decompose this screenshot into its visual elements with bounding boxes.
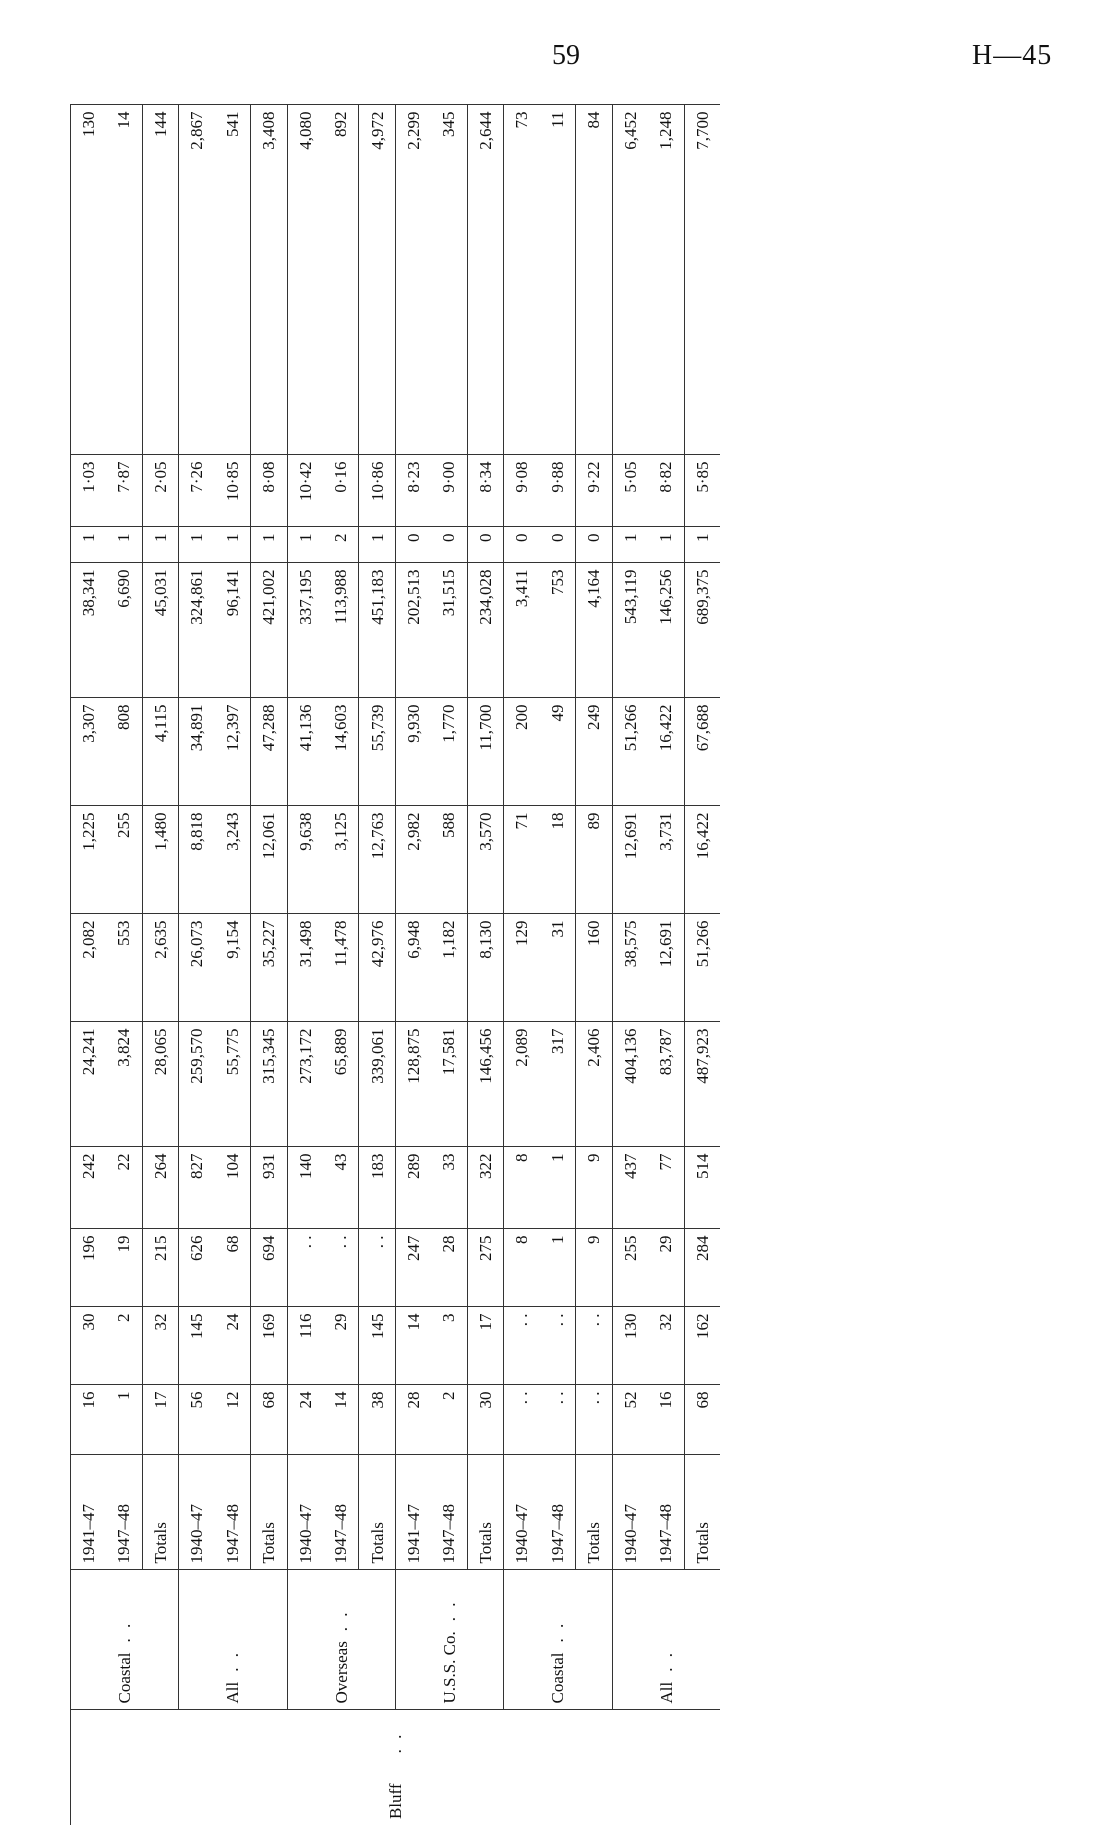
value-cell-c10a: 1 [287, 527, 323, 563]
value-cell-c4: 22 [106, 1147, 142, 1229]
value-cell-c2: 2 [106, 1307, 142, 1385]
value-cell-c5: 146,456 [467, 1022, 504, 1147]
value-cell-c11: 1,248 [648, 105, 684, 455]
value-cell-c6: 31 [540, 914, 576, 1022]
value-cell-c3: 8 [504, 1229, 540, 1307]
value-cell-c2: 169 [251, 1307, 288, 1385]
value-cell-c1: 17 [142, 1385, 179, 1455]
value-cell-c2: 17 [467, 1307, 504, 1385]
zone-cell [287, 1570, 395, 1710]
value-cell-c2: 14 [396, 1307, 432, 1385]
zone-cell [612, 1570, 720, 1710]
value-cell-c4: 77 [648, 1147, 684, 1229]
value-cell-c6: 1,182 [431, 914, 467, 1022]
value-cell-c5: 339,061 [359, 1022, 396, 1147]
value-cell-c9: 543,119 [612, 563, 648, 698]
totals-row [684, 105, 720, 1825]
value-cell-c4: 322 [467, 1147, 504, 1229]
value-cell-c9: 38,341 [71, 563, 107, 698]
table-row [396, 105, 432, 1825]
value-cell-c8: 11,700 [467, 698, 504, 806]
value-cell-c6: 11,478 [323, 914, 359, 1022]
value-cell-c10a: 1 [71, 527, 107, 563]
value-cell-c7: 12,061 [251, 806, 288, 914]
value-cell-c6: 38,575 [612, 914, 648, 1022]
table-row [648, 105, 684, 1825]
table-row [323, 105, 359, 1825]
value-cell-c4: 9 [576, 1147, 613, 1229]
value-cell-c4: 43 [323, 1147, 359, 1229]
value-cell-c5: 24,241 [71, 1022, 107, 1147]
area-leader-dots: . . [385, 1731, 405, 1754]
value-cell-c2: . . [576, 1307, 613, 1385]
value-cell-c10a: 1 [251, 527, 288, 563]
value-cell-c5: 2,406 [576, 1022, 613, 1147]
value-cell-c10b: 7·26 [179, 455, 215, 527]
value-cell-c2: 24 [215, 1307, 251, 1385]
value-cell-c8: 49 [540, 698, 576, 806]
value-cell-c8: 808 [106, 698, 142, 806]
value-cell-c9: 3,411 [504, 563, 540, 698]
value-cell-c6: 6,948 [396, 914, 432, 1022]
value-cell-c1: 12 [215, 1385, 251, 1455]
value-cell-c1: 30 [467, 1385, 504, 1455]
value-cell-c10a: 1 [142, 527, 179, 563]
value-cell-c10a: 1 [359, 527, 396, 563]
value-cell-c10b: 7·87 [106, 455, 142, 527]
zone-leader-dots: . . [656, 1650, 676, 1672]
value-cell-c6: 42,976 [359, 914, 396, 1022]
value-cell-c11: 2,299 [396, 105, 432, 455]
value-cell-c5: 404,136 [612, 1022, 648, 1147]
value-cell-c9: 4,164 [576, 563, 613, 698]
value-cell-c5: 3,824 [106, 1022, 142, 1147]
value-cell-c6: 2,082 [71, 914, 107, 1022]
value-cell-c5: 315,345 [251, 1022, 288, 1147]
value-cell-c11: 144 [142, 105, 179, 455]
season-cell: 1941–47 [71, 1455, 107, 1570]
value-cell-c10a: 1 [179, 527, 215, 563]
value-cell-c11: 6,452 [612, 105, 648, 455]
value-cell-c10a: 0 [540, 527, 576, 563]
value-cell-c1: 24 [287, 1385, 323, 1455]
zone-label: All [223, 1681, 243, 1704]
totals-label: Totals [142, 1455, 179, 1570]
value-cell-c2: 145 [359, 1307, 396, 1385]
value-cell-c7: 3,125 [323, 806, 359, 914]
value-cell-c10a: 1 [612, 527, 648, 563]
totals-row [251, 105, 288, 1825]
value-cell-c11: 7,700 [684, 105, 720, 455]
zone-cell [396, 1570, 504, 1710]
value-cell-c10b: 9·88 [540, 455, 576, 527]
table-row [71, 105, 107, 1825]
season-cell: 1947–48 [106, 1455, 142, 1570]
value-cell-c5: 83,787 [648, 1022, 684, 1147]
value-cell-c10b: 5·85 [684, 455, 720, 527]
value-cell-c10b: 8·82 [648, 455, 684, 527]
value-cell-c1: 1 [106, 1385, 142, 1455]
value-cell-c11: 73 [504, 105, 540, 455]
zone-cell [71, 1570, 179, 1710]
value-cell-c3: . . [359, 1229, 396, 1307]
value-cell-c10b: 10·86 [359, 455, 396, 527]
value-cell-c3: 275 [467, 1229, 504, 1307]
value-cell-c9: 113,988 [323, 563, 359, 698]
value-cell-c10a: 1 [684, 527, 720, 563]
value-cell-c9: 421,002 [251, 563, 288, 698]
season-cell: 1940–47 [287, 1455, 323, 1570]
value-cell-c7: 2,982 [396, 806, 432, 914]
value-cell-c6: 8,130 [467, 914, 504, 1022]
value-cell-c7: 12,691 [612, 806, 648, 914]
value-cell-c6: 2,635 [142, 914, 179, 1022]
totals-label: Totals [359, 1455, 396, 1570]
value-cell-c4: 33 [431, 1147, 467, 1229]
value-cell-c7: 255 [106, 806, 142, 914]
value-cell-c9: 202,513 [396, 563, 432, 698]
value-cell-c1: 16 [648, 1385, 684, 1455]
value-cell-c5: 317 [540, 1022, 576, 1147]
zone-leader-dots: . . [439, 1599, 459, 1622]
value-cell-c3: 28 [431, 1229, 467, 1307]
value-cell-c11: 14 [106, 105, 142, 455]
table-row [540, 105, 576, 1825]
value-cell-c5: 17,581 [431, 1022, 467, 1147]
value-cell-c4: 140 [287, 1147, 323, 1229]
zone-label: Coastal [114, 1652, 134, 1704]
value-cell-c2: 130 [612, 1307, 648, 1385]
value-cell-c10a: 0 [396, 527, 432, 563]
value-cell-c7: 12,763 [359, 806, 396, 914]
value-cell-c8: 47,288 [251, 698, 288, 806]
value-cell-c4: 514 [684, 1147, 720, 1229]
zone-leader-dots: . . [331, 1609, 351, 1632]
value-cell-c8: 67,688 [684, 698, 720, 806]
value-cell-c8: 9,930 [396, 698, 432, 806]
value-cell-c4: 183 [359, 1147, 396, 1229]
value-cell-c8: 12,397 [215, 698, 251, 806]
value-cell-c1: 14 [323, 1385, 359, 1455]
value-cell-c8: 4,115 [142, 698, 179, 806]
value-cell-c3: 284 [684, 1229, 720, 1307]
value-cell-c10b: 9·08 [504, 455, 540, 527]
value-cell-c4: 104 [215, 1147, 251, 1229]
table-row [431, 105, 467, 1825]
value-cell-c7: 16,422 [684, 806, 720, 914]
value-cell-c3: 255 [612, 1229, 648, 1307]
value-cell-c10a: 1 [215, 527, 251, 563]
value-cell-c8: 55,739 [359, 698, 396, 806]
table-row [504, 105, 540, 1825]
value-cell-c6: 12,691 [648, 914, 684, 1022]
table-row [106, 105, 142, 1825]
value-cell-c10b: 1·03 [71, 455, 107, 527]
zone-label: All [656, 1681, 676, 1704]
value-cell-c3: . . [323, 1229, 359, 1307]
value-cell-c11: 345 [431, 105, 467, 455]
value-cell-c5: 28,065 [142, 1022, 179, 1147]
value-cell-c4: 264 [142, 1147, 179, 1229]
value-cell-c7: 18 [540, 806, 576, 914]
table-row [287, 105, 323, 1825]
value-cell-c3: 29 [648, 1229, 684, 1307]
value-cell-c1: 38 [359, 1385, 396, 1455]
value-cell-c3: . . [287, 1229, 323, 1307]
value-cell-c8: 200 [504, 698, 540, 806]
value-cell-c8: 1,770 [431, 698, 467, 806]
value-cell-c2: 116 [287, 1307, 323, 1385]
season-cell: 1947–48 [540, 1455, 576, 1570]
season-cell: 1947–48 [431, 1455, 467, 1570]
value-cell-c2: 3 [431, 1307, 467, 1385]
value-cell-c3: 1 [540, 1229, 576, 1307]
value-cell-c4: 242 [71, 1147, 107, 1229]
value-cell-c8: 16,422 [648, 698, 684, 806]
value-cell-c6: 26,073 [179, 914, 215, 1022]
document-code: H—45 [972, 40, 1053, 71]
value-cell-c10b: 8·34 [467, 455, 504, 527]
value-cell-c1: 2 [431, 1385, 467, 1455]
value-cell-c9: 337,195 [287, 563, 323, 698]
season-cell: 1947–48 [648, 1455, 684, 1570]
value-cell-c11: 2,644 [467, 105, 504, 455]
value-cell-c5: 2,089 [504, 1022, 540, 1147]
value-cell-c7: 588 [431, 806, 467, 914]
value-cell-c6: 160 [576, 914, 613, 1022]
value-cell-c10b: 0·16 [323, 455, 359, 527]
value-cell-c5: 128,875 [396, 1022, 432, 1147]
season-cell: 1947–48 [323, 1455, 359, 1570]
page-number: 59 [552, 40, 580, 71]
value-cell-c2: 145 [179, 1307, 215, 1385]
zone-leader-dots: . . [114, 1620, 134, 1643]
value-cell-c10b: 8·08 [251, 455, 288, 527]
value-cell-c6: 31,498 [287, 914, 323, 1022]
value-cell-c3: 215 [142, 1229, 179, 1307]
value-cell-c1: . . [540, 1385, 576, 1455]
value-cell-c3: 626 [179, 1229, 215, 1307]
value-cell-c10b: 2·05 [142, 455, 179, 527]
value-cell-c8: 34,891 [179, 698, 215, 806]
value-cell-c9: 31,515 [431, 563, 467, 698]
value-cell-c9: 753 [540, 563, 576, 698]
value-cell-c1: . . [504, 1385, 540, 1455]
value-cell-c11: 130 [71, 105, 107, 455]
totals-row [467, 105, 504, 1825]
value-cell-c2: 29 [323, 1307, 359, 1385]
table-body [71, 105, 721, 1825]
rotated-statistics-table [70, 105, 720, 1825]
value-cell-c5: 65,889 [323, 1022, 359, 1147]
value-cell-c11: 4,972 [359, 105, 396, 455]
value-cell-c9: 324,861 [179, 563, 215, 698]
value-cell-c11: 84 [576, 105, 613, 455]
value-cell-c1: . . [576, 1385, 613, 1455]
table-row [612, 105, 648, 1825]
value-cell-c10b: 9·22 [576, 455, 613, 527]
season-cell: 1941–47 [396, 1455, 432, 1570]
value-cell-c2: 30 [71, 1307, 107, 1385]
totals-row [576, 105, 613, 1825]
value-cell-c8: 51,266 [612, 698, 648, 806]
value-cell-c2: . . [504, 1307, 540, 1385]
area-cell [71, 1710, 721, 1825]
totals-row [359, 105, 396, 1825]
value-cell-c2: 32 [648, 1307, 684, 1385]
value-cell-c3: 9 [576, 1229, 613, 1307]
value-cell-c10a: 1 [648, 527, 684, 563]
value-cell-c8: 249 [576, 698, 613, 806]
value-cell-c5: 259,570 [179, 1022, 215, 1147]
value-cell-c5: 55,775 [215, 1022, 251, 1147]
season-cell: 1940–47 [612, 1455, 648, 1570]
value-cell-c4: 8 [504, 1147, 540, 1229]
value-cell-c3: 19 [106, 1229, 142, 1307]
value-cell-c4: 1 [540, 1147, 576, 1229]
value-cell-c7: 9,638 [287, 806, 323, 914]
zone-cell [504, 1570, 612, 1710]
value-cell-c8: 3,307 [71, 698, 107, 806]
value-cell-c7: 89 [576, 806, 613, 914]
value-cell-c10b: 10·85 [215, 455, 251, 527]
value-cell-c9: 45,031 [142, 563, 179, 698]
value-cell-c4: 931 [251, 1147, 288, 1229]
value-cell-c10a: 0 [576, 527, 613, 563]
table-row [179, 105, 215, 1825]
statistics-table [70, 105, 720, 1825]
value-cell-c10a: 1 [106, 527, 142, 563]
value-cell-c10b: 5·05 [612, 455, 648, 527]
value-cell-c9: 96,141 [215, 563, 251, 698]
value-cell-c4: 827 [179, 1147, 215, 1229]
value-cell-c7: 3,731 [648, 806, 684, 914]
value-cell-c1: 68 [684, 1385, 720, 1455]
value-cell-c10a: 0 [504, 527, 540, 563]
value-cell-c2: 32 [142, 1307, 179, 1385]
zone-cell [179, 1570, 287, 1710]
season-cell: 1940–47 [504, 1455, 540, 1570]
totals-label: Totals [576, 1455, 613, 1570]
value-cell-c11: 4,080 [287, 105, 323, 455]
value-cell-c4: 289 [396, 1147, 432, 1229]
value-cell-c3: 68 [215, 1229, 251, 1307]
zone-leader-dots: . . [548, 1620, 568, 1643]
totals-row [142, 105, 179, 1825]
value-cell-c8: 41,136 [287, 698, 323, 806]
value-cell-c2: 162 [684, 1307, 720, 1385]
value-cell-c11: 892 [323, 105, 359, 455]
value-cell-c6: 35,227 [251, 914, 288, 1022]
value-cell-c7: 1,225 [71, 806, 107, 914]
value-cell-c1: 68 [251, 1385, 288, 1455]
season-cell: 1940–47 [179, 1455, 215, 1570]
value-cell-c5: 273,172 [287, 1022, 323, 1147]
value-cell-c6: 553 [106, 914, 142, 1022]
table-row [215, 105, 251, 1825]
value-cell-c9: 234,028 [467, 563, 504, 698]
value-cell-c10a: 2 [323, 527, 359, 563]
value-cell-c10b: 9·00 [431, 455, 467, 527]
value-cell-c10a: 0 [467, 527, 504, 563]
value-cell-c11: 541 [215, 105, 251, 455]
zone-label: U.S.S. Co. [439, 1631, 459, 1704]
value-cell-c7: 3,570 [467, 806, 504, 914]
zone-label: Coastal [548, 1652, 568, 1704]
value-cell-c7: 8,818 [179, 806, 215, 914]
value-cell-c10a: 0 [431, 527, 467, 563]
value-cell-c1: 52 [612, 1385, 648, 1455]
totals-label: Totals [467, 1455, 504, 1570]
value-cell-c11: 2,867 [179, 105, 215, 455]
value-cell-c10b: 8·23 [396, 455, 432, 527]
value-cell-c10b: 10·42 [287, 455, 323, 527]
zone-label: Overseas [331, 1641, 351, 1704]
value-cell-c9: 451,183 [359, 563, 396, 698]
value-cell-c6: 9,154 [215, 914, 251, 1022]
value-cell-c7: 3,243 [215, 806, 251, 914]
value-cell-c11: 3,408 [251, 105, 288, 455]
value-cell-c11: 11 [540, 105, 576, 455]
value-cell-c5: 487,923 [684, 1022, 720, 1147]
value-cell-c9: 146,256 [648, 563, 684, 698]
value-cell-c3: 694 [251, 1229, 288, 1307]
value-cell-c1: 56 [179, 1385, 215, 1455]
value-cell-c7: 1,480 [142, 806, 179, 914]
value-cell-c1: 16 [71, 1385, 107, 1455]
value-cell-c7: 71 [504, 806, 540, 914]
totals-label: Totals [251, 1455, 288, 1570]
value-cell-c6: 51,266 [684, 914, 720, 1022]
value-cell-c4: 437 [612, 1147, 648, 1229]
value-cell-c9: 6,690 [106, 563, 142, 698]
value-cell-c8: 14,603 [323, 698, 359, 806]
zone-leader-dots: . . [223, 1650, 243, 1672]
totals-label: Totals [684, 1455, 720, 1570]
area-label: Bluff [385, 1783, 405, 1819]
value-cell-c3: 247 [396, 1229, 432, 1307]
value-cell-c3: 196 [71, 1229, 107, 1307]
value-cell-c9: 689,375 [684, 563, 720, 698]
season-cell: 1947–48 [215, 1455, 251, 1570]
value-cell-c2: . . [540, 1307, 576, 1385]
value-cell-c1: 28 [396, 1385, 432, 1455]
value-cell-c6: 129 [504, 914, 540, 1022]
